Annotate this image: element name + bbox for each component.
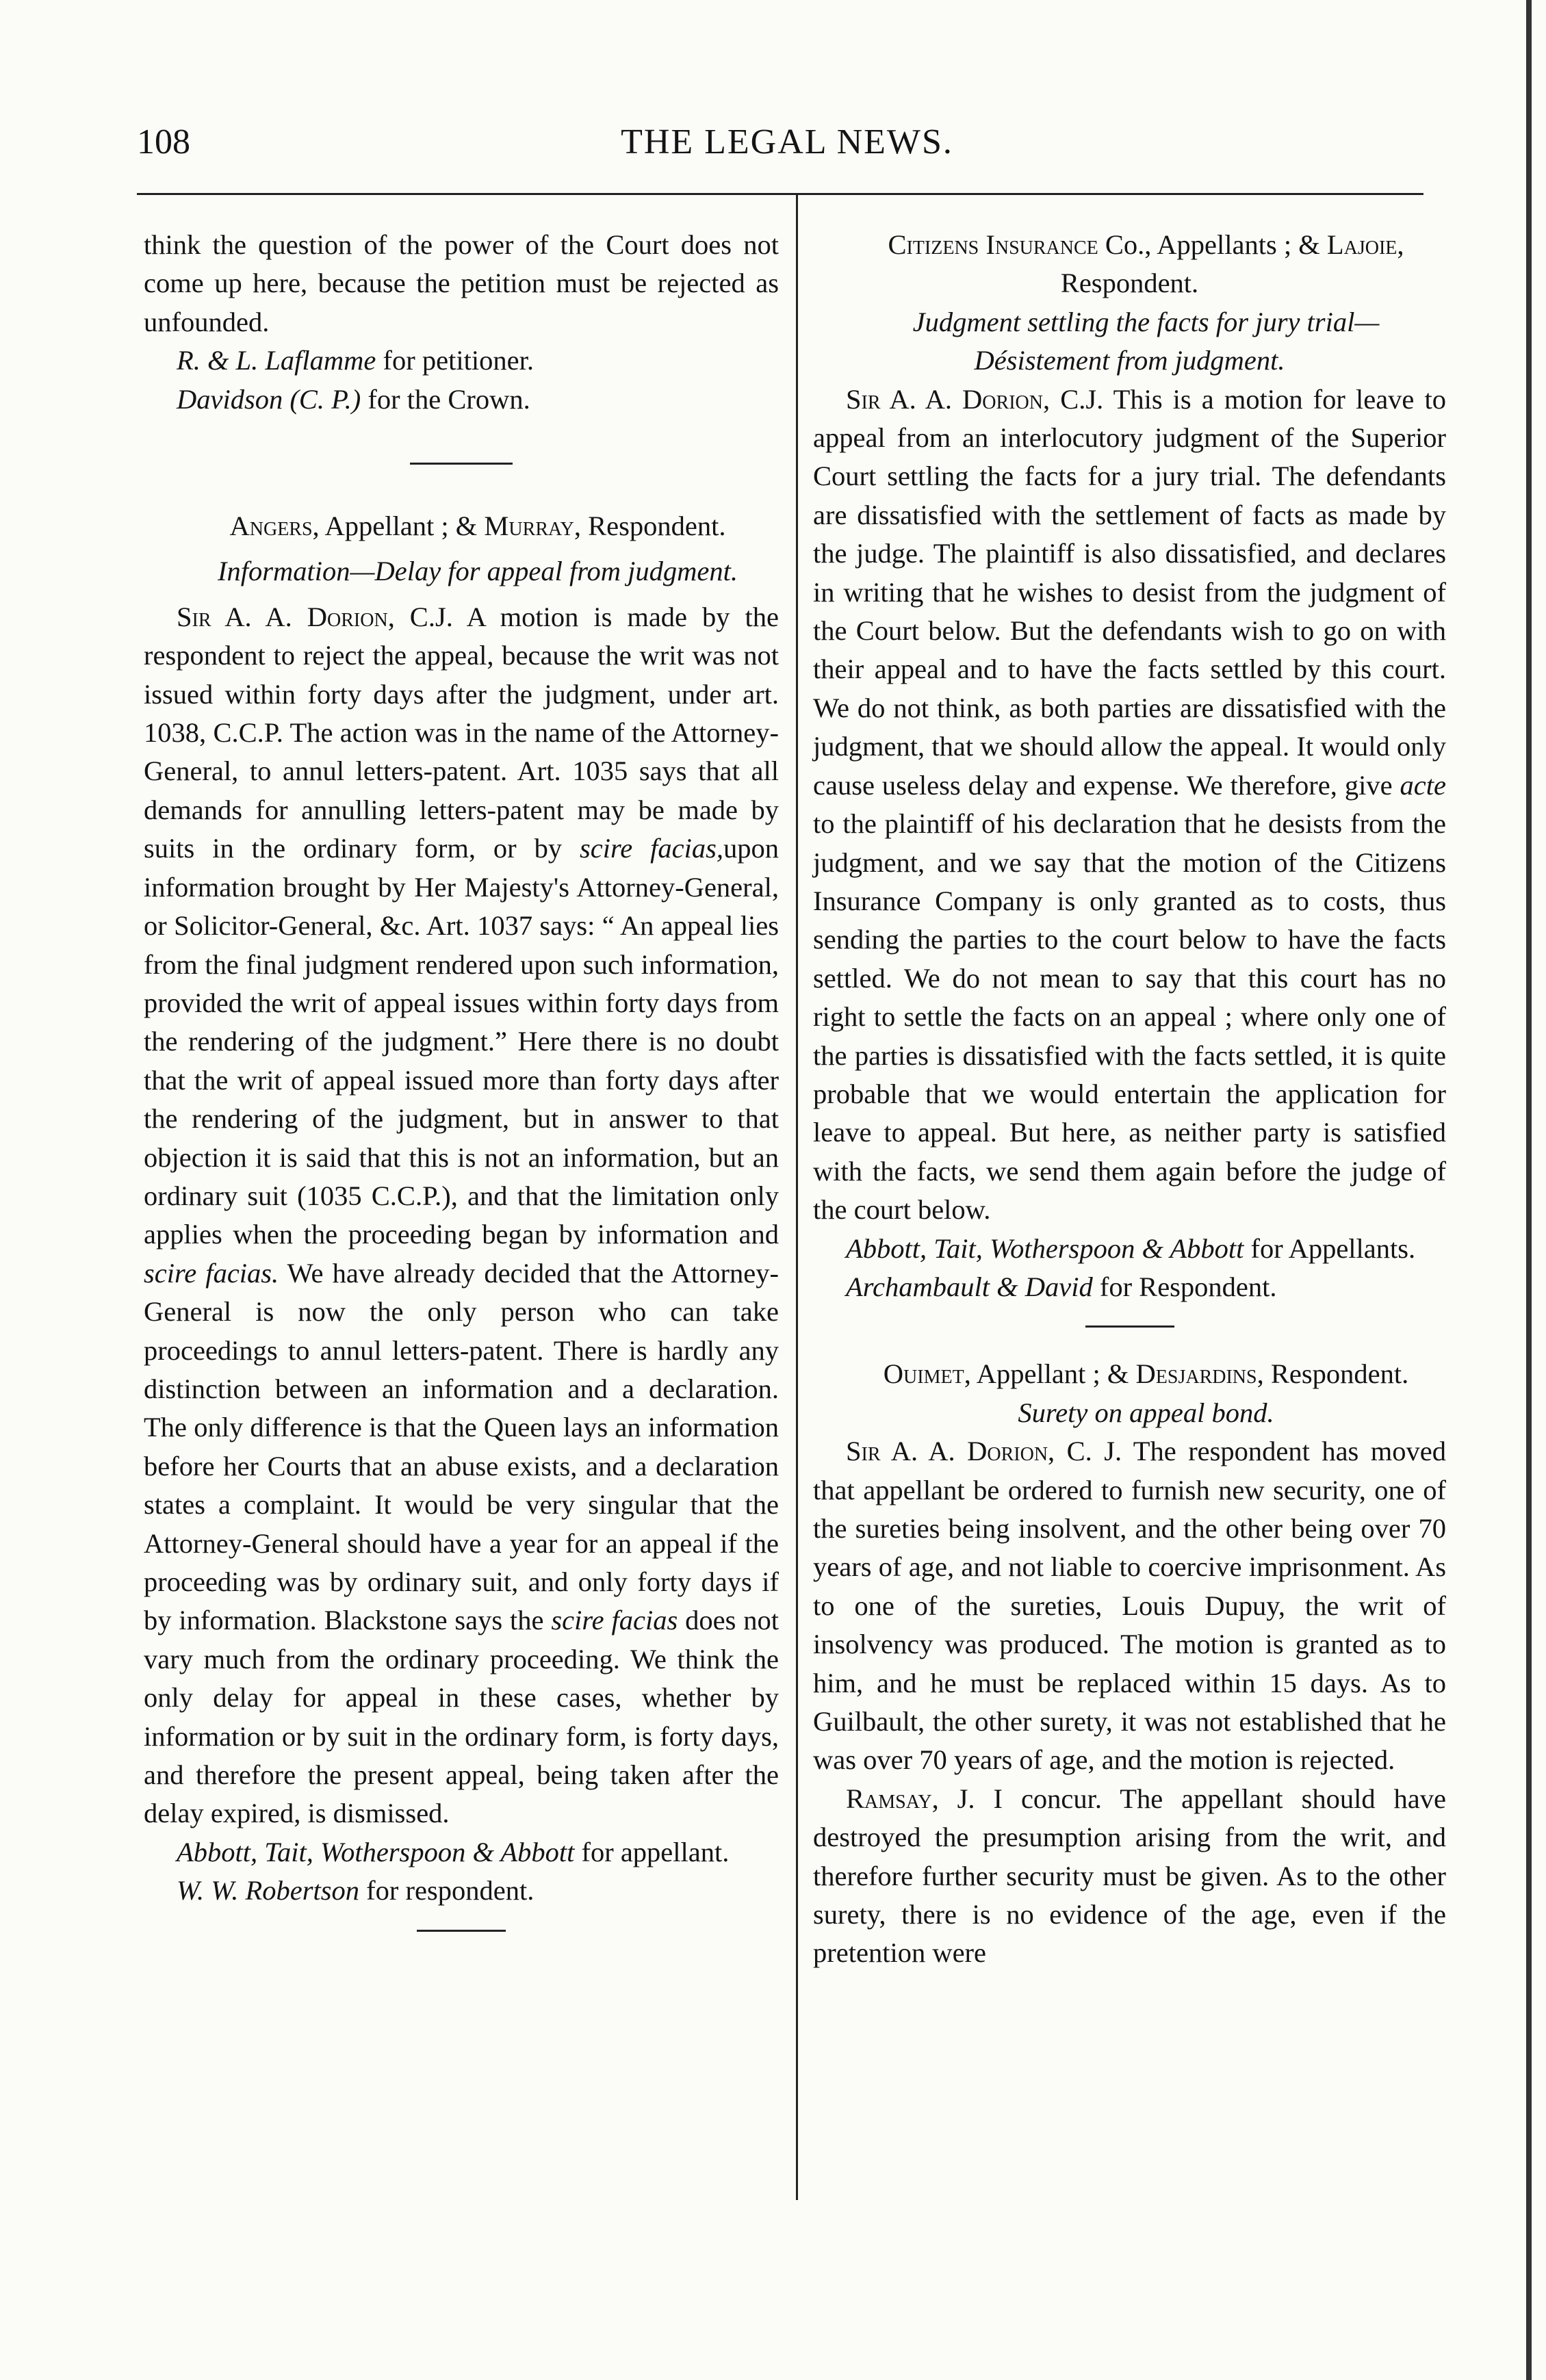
- case-subheading: Information—Delay for appeal from judgment.: [217, 556, 738, 587]
- case-heading: Ouimet, Appellant ; & Desjardins, Respondent.: [883, 1358, 1409, 1390]
- counsel-line: Abbott, Tait, Wotherspoon & Abbott for appellant.: [177, 1836, 730, 1867]
- judge-name: Sir A. A. Dorion: [846, 1436, 1048, 1467]
- page-edge-rule: [1526, 0, 1532, 2380]
- counsel-name: Abbott, Tait, Wotherspoon & Abbott: [846, 1232, 1244, 1264]
- judge-name: Sir A. A. Dorion: [846, 383, 1043, 415]
- counsel-line: Abbott, Tait, Wotherspoon & Abbott for Appellants.: [846, 1232, 1416, 1264]
- counsel-line: Davidson (C. P.) for the Crown.: [177, 383, 530, 415]
- case-heading: Citizens Insurance Co., Appellants ; & Lajoie, Respondent.: [888, 229, 1404, 299]
- section-divider: [410, 463, 513, 465]
- counsel-name: Archambault & David: [846, 1271, 1093, 1302]
- right-column: [813, 226, 1446, 1973]
- running-title: THE LEGAL NEWS.: [621, 122, 953, 161]
- left-column: [144, 226, 779, 1959]
- counsel-name: Davidson (C. P.): [177, 383, 361, 415]
- section-divider: [1085, 1325, 1174, 1328]
- judgment-paragraph: Ramsay, J. I concur. The appellant should have destroyed the presumption arising from the writ, and therefore further security must be given. As to the other surety, there is no evidence of the age, even if the pretention were: [813, 1783, 1446, 1969]
- section-divider: [417, 1930, 506, 1932]
- judgment-paragraph: Sir A. A. Dorion, C. J. The respondent has moved that appellant be ordered to furnish new security, one of the sureties being insolvent, and the other being over 70 years of age, and not liable to coercive imprisonment. As to one of the sureties, Louis Dupuy, the writ of insolvency was produced. The motion is granted as to him, and he must be replaced within 15 days. As to Guilbault, the other surety, it was not established that he was over 70 years of age, and the motion is rejected.: [813, 1436, 1446, 1776]
- counsel-line: W. W. Robertson for respondent.: [177, 1875, 534, 1906]
- judge-name: Ramsay: [846, 1783, 932, 1814]
- page-header: [137, 122, 1437, 170]
- case-subheading: Judgment settling the facts for jury trial—Désistement from judgment.: [912, 306, 1380, 376]
- page-number: 108: [137, 122, 190, 161]
- counsel-line: Archambault & David for Respondent.: [846, 1271, 1277, 1302]
- counsel-line: R. & L. Laflamme for petitioner.: [177, 345, 534, 376]
- header-rule: [137, 193, 1423, 195]
- column-divider: [796, 195, 798, 2200]
- judge-name: Sir A. A. Dorion: [177, 601, 388, 632]
- counsel-name: R. & L. Laflamme: [177, 345, 376, 376]
- continued-paragraph: think the question of the power of the Court does not come up here, because the petition must be rejected as unfounded.: [144, 229, 779, 337]
- case-subheading: Surety on appeal bond.: [1018, 1397, 1274, 1428]
- counsel-name: Abbott, Tait, Wotherspoon & Abbott: [177, 1836, 575, 1867]
- case-heading: Angers, Appellant ; & Murray, Respondent.: [229, 510, 726, 542]
- judgment-paragraph: Sir A. A. Dorion, C.J. A motion is made by the respondent to reject the appeal, because the writ was not issued within forty days after the judgment, under art. 1038, C.C.P. The action was in the name of the Attorney-General, to annul letters-patent. Art. 1035 says that all demands for annulling letters-patent may be made by suits in the ordinary form, or by scire facias,upon information brought by Her Majesty's Attorney-General, or Solicitor-General, &c. Art. 1037 says: “ An appeal lies from the final judgment rendered upon such information, provided the writ of appeal issues within forty days from the rendering of the judgment.” Here there is no doubt that the writ of appeal issued more than forty days after the rendering of the judgment, but in answer to that objection it is said that this is not an information, but an ordinary suit (1035 C.C.P.), and that the limitation only applies when the proceeding began by information and scire facias. We have already decided that the Attorney-General is now the only person who can take proceedings to annul letters-patent. There is hardly any distinction between an information and a declaration. The only difference is that the Queen lays an information before her Courts that an abuse exists, and a declaration states a complaint. It would be very singular that the Attorney-General should have a year for an appeal if the proceeding was by ordinary suit, and only forty days if by information. Blackstone says the scire facias does not vary much from the ordinary proceeding. We think the only delay for appeal in these cases, whether by information or by suit in the ordinary form, is forty days, and therefore the present appeal, being taken after the delay expired, is dismissed.: [144, 601, 780, 1829]
- counsel-name: W. W. Robertson: [177, 1875, 360, 1906]
- judgment-paragraph: Sir A. A. Dorion, C.J. This is a motion for leave to appeal from an interlocutory judgment of the Superior Court settling the facts for a jury trial. The defendants are dissatisfied with the settlement of facts as made by the judge. The plaintiff is also dissatisfied, and declares in writing that he wishes to desist from the judgment of the Court below. But the defendants wish to go on with their appeal and to have the facts settled by this court. We do not think, as both parties are dissatisfied with the judgment, that we should allow the appeal. It would only cause useless delay and expense. We therefore, give acte to the plaintiff of his declaration that he desists from the judgment, and we say that the motion of the Citizens Insurance Company is only granted as to costs, thus sending the parties to the court below to have the facts settled. We do not mean to say that this court has no right to settle the facts on an appeal ; where only one of the parties is dissatisfied with the facts settled, it is quite probable that we would entertain the application for leave to appeal. But here, as neither party is satisfied with the facts, we send them again before the judge of the court below.: [813, 383, 1446, 1226]
